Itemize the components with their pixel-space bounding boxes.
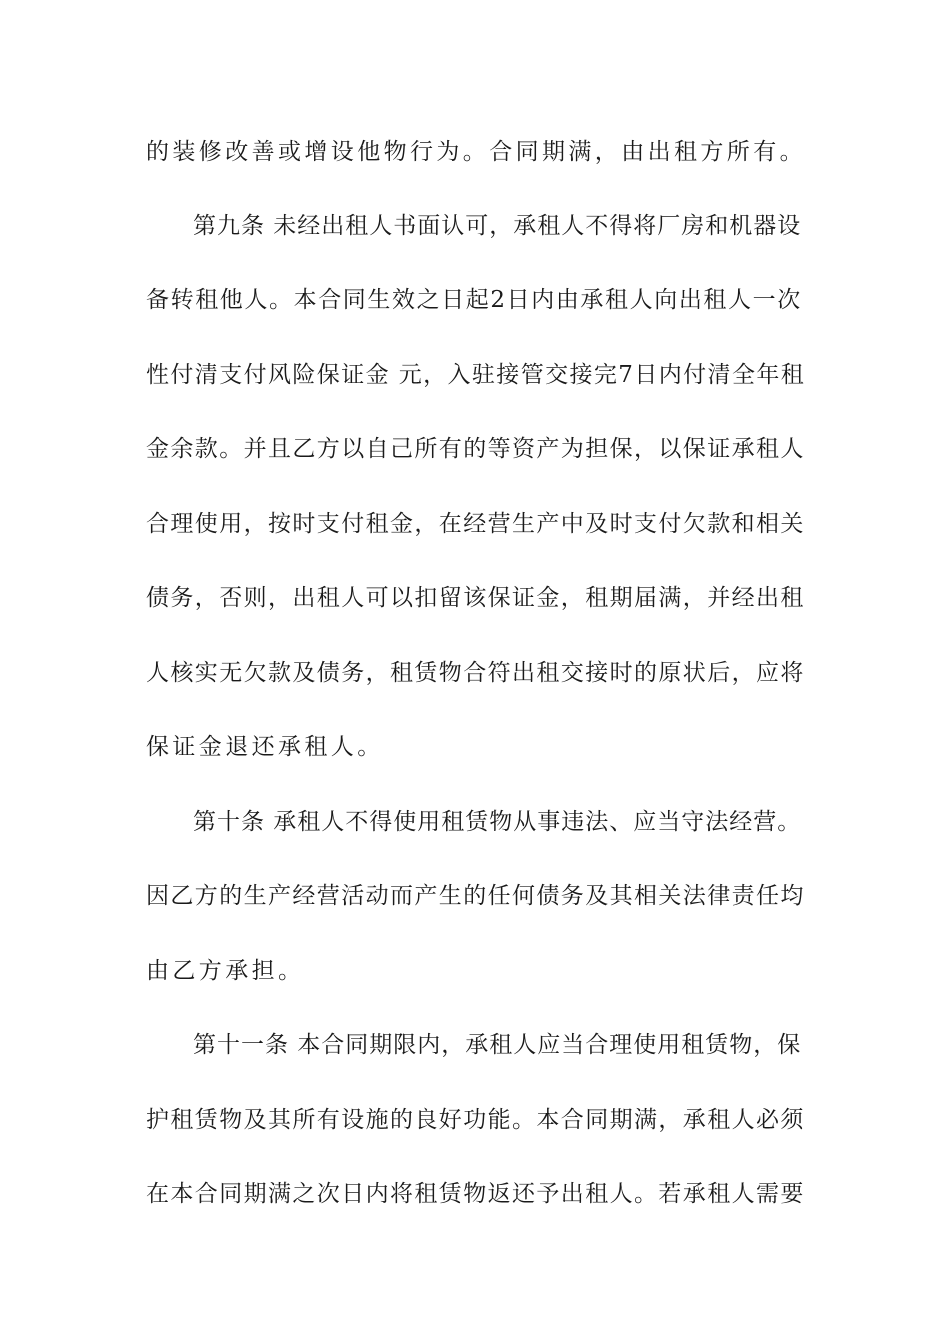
text-line: 人核实无欠款及债务，租赁物合符出租交接时的原状后，应将 (146, 660, 805, 686)
text-line: 护租赁物及其所有设施的良好功能。本合同期满，承租人必须 (146, 1107, 805, 1133)
text-line: 金余款。并且乙方以自己所有的等资产为担保，以保证承租人 (146, 436, 805, 462)
text-line: 由乙方承担。 (146, 958, 305, 984)
text-line: 性付清支付风险保证金 元，入驻接管交接完7日内付清全年租 (146, 362, 806, 388)
text-line: 因乙方的生产经营活动而产生的任何债务及其相关法律责任均 (146, 883, 805, 909)
text-line: 债务，否则，出租人可以扣留该保证金，租期届满，并经出租 (146, 585, 805, 611)
text-line-article-9: 第九条 未经出租人书面认可，承租人不得将厂房和机器设 (193, 213, 802, 239)
text-line: 合理使用，按时支付租金，在经营生产中及时支付欠款和相关 (146, 511, 805, 537)
text-line: 的装修改善或增设他物行为。合同期满，由出租方所有。 (146, 139, 806, 165)
text-line: 在本合同期满之次日内将租赁物返还予出租人。若承租人需要 (146, 1181, 805, 1207)
text-line: 保证金退还承租人。 (146, 734, 384, 760)
text-line-article-10: 第十条 承租人不得使用租赁物从事违法、应当守法经营。 (193, 809, 802, 835)
text-line-article-11: 第十一条 本合同期限内，承租人应当合理使用租赁物，保 (193, 1032, 802, 1058)
text-line: 备转租他人。本合同生效之日起2日内由承租人向出租人一次 (146, 287, 802, 313)
